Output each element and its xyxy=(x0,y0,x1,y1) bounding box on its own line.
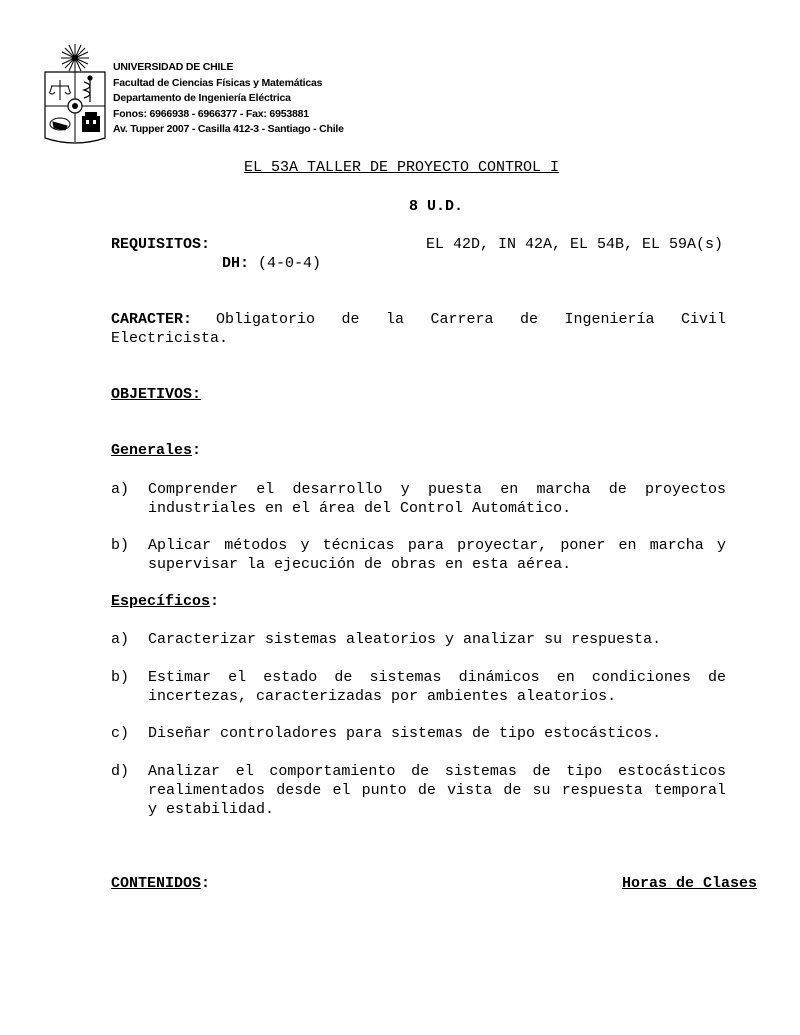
lamp-icon xyxy=(50,118,70,130)
department-name: Departamento de Ingeniería Eléctrica xyxy=(113,92,291,104)
course-title: EL 53A TALLER DE PROYECTO CONTROL I xyxy=(244,159,560,176)
especificos-colon: : xyxy=(210,593,220,610)
course-units: 8 U.D. xyxy=(409,198,464,215)
item-label: c) xyxy=(111,725,130,742)
especificos-item-c xyxy=(111,724,726,743)
requisitos-value: EL 42D, IN 42A, EL 54B, EL 59A(s) xyxy=(426,236,724,253)
generales-colon: : xyxy=(192,442,202,459)
caracter-line1: Obligatorio de la Carrera de Ingeniería Civil xyxy=(216,311,726,328)
especificos-heading-row xyxy=(111,593,219,610)
item-label: d) xyxy=(111,763,130,780)
contenidos-heading-row xyxy=(111,875,210,892)
dh-value: (4-0-4) xyxy=(258,255,322,272)
caduceus-icon xyxy=(84,76,92,102)
especificos-item-d xyxy=(111,762,726,819)
requisitos-label: REQUISITOS: xyxy=(111,236,211,253)
scales-icon xyxy=(49,80,71,100)
caracter-label: CARACTER: xyxy=(111,311,193,328)
generales-heading: Generales xyxy=(111,442,193,459)
building-icon xyxy=(82,112,100,132)
university-logo xyxy=(40,42,110,148)
generales-item-a xyxy=(111,480,726,518)
contenidos-colon: : xyxy=(201,875,211,892)
item-line: realimentados desde el punto de vista de su respuesta temporal xyxy=(148,782,726,799)
item-line: Comprender el desarrollo y puesta en marcha de proyectos xyxy=(148,481,726,498)
caracter-line1-row xyxy=(111,310,726,329)
item-line: Diseñar controladores para sistemas de tipo estocásticos. xyxy=(148,725,662,742)
institution-header xyxy=(113,60,344,138)
dh-label: DH: xyxy=(222,255,250,272)
item-line: Caracterizar sistemas aleatorios y analizar su respuesta. xyxy=(148,631,662,648)
especificos-item-b xyxy=(111,668,726,706)
objetivos-heading: OBJETIVOS: xyxy=(111,386,202,403)
faculty-name: Facultad de Ciencias Físicas y Matemáticas xyxy=(113,76,323,89)
item-label: b) xyxy=(111,537,130,554)
item-line: incertezas, caracterizadas por ambientes aleatorios. xyxy=(148,688,617,705)
generales-item-b xyxy=(111,536,726,574)
contenidos-heading: CONTENIDOS xyxy=(111,875,202,892)
phone-numbers: Fonos: 6966938 - 6966377 - Fax: 6953881 xyxy=(113,107,309,120)
item-line: y estabilidad. xyxy=(148,801,275,818)
item-label: a) xyxy=(111,631,130,648)
university-name: UNIVERSIDAD DE CHILE xyxy=(113,61,234,73)
item-line: Aplicar métodos y técnicas para proyectar, poner en marcha y xyxy=(148,537,726,554)
generales-heading-row xyxy=(111,442,201,459)
item-line: supervisar la ejecución de obras en esta aérea. xyxy=(148,556,572,573)
hours-heading: Horas de Clases xyxy=(622,875,758,892)
item-line: industriales en el área del Control Automático. xyxy=(148,500,572,517)
caracter-paragraph xyxy=(111,310,726,348)
especificos-heading: Específicos xyxy=(111,593,211,610)
item-line: Estimar el estado de sistemas dinámicos en condiciones de xyxy=(148,669,726,686)
item-label: a) xyxy=(111,481,130,498)
course-title-wrap xyxy=(244,159,577,176)
especificos-item-a xyxy=(111,630,726,649)
item-label: b) xyxy=(111,669,130,686)
dh-row xyxy=(222,255,321,272)
item-line: Analizar el comportamiento de sistemas de tipo estocásticos xyxy=(148,763,726,780)
address: Av. Tupper 2007 - Casilla 412-3 - Santiago - Chile xyxy=(113,123,344,135)
caracter-line2: Electricista. xyxy=(111,330,229,347)
